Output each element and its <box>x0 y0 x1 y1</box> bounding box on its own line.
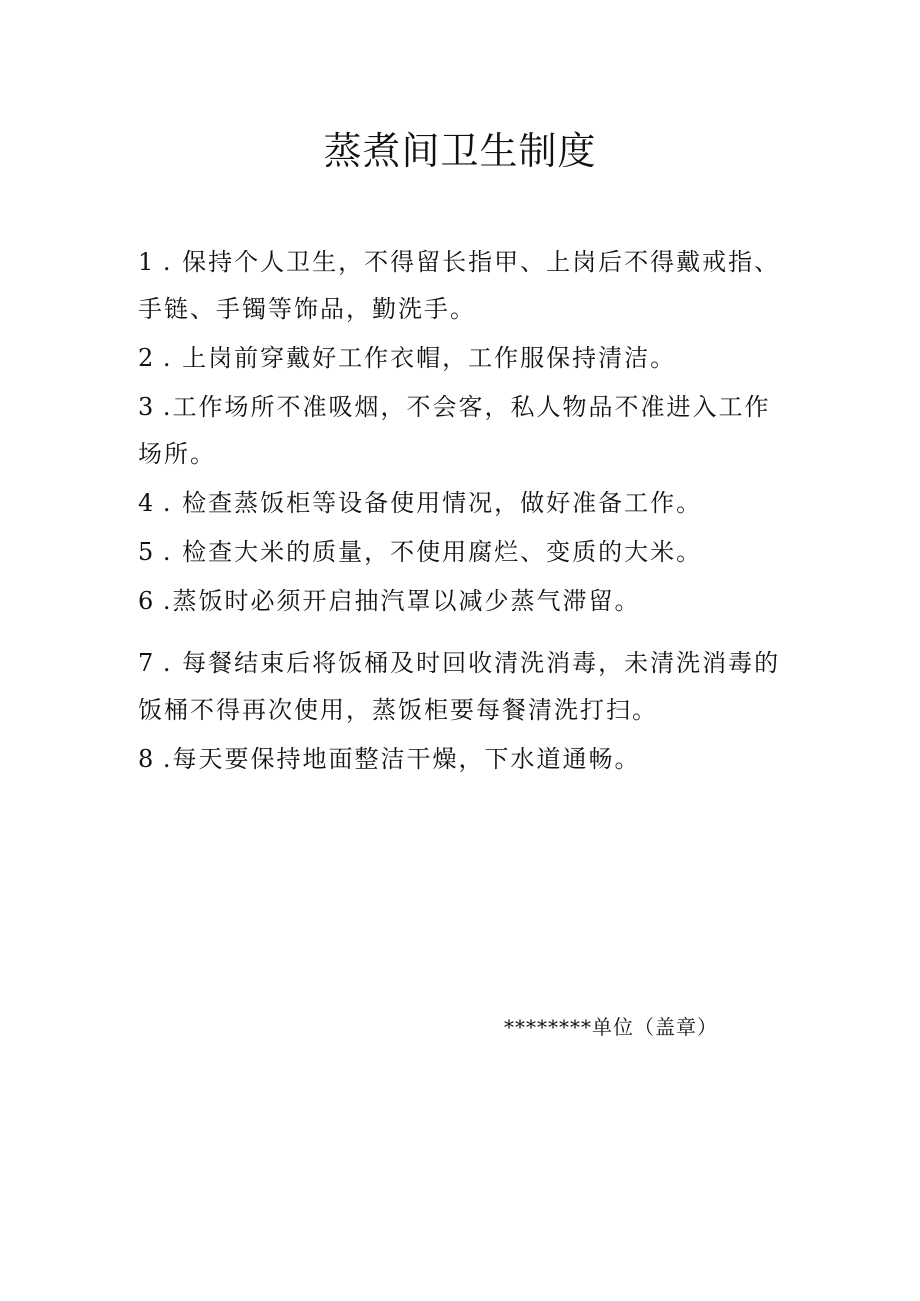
rule-separator: . <box>153 649 183 677</box>
rule-separator: . <box>153 489 183 517</box>
page-title: 蒸煮间卫生制度 <box>323 129 597 173</box>
rule-number: 3 <box>138 393 154 421</box>
rule-item-4 <box>138 480 788 527</box>
rule-text: 蒸饭时必须开启抽汽罩以减少蒸气滞留。 <box>172 587 641 615</box>
rule-item-2 <box>138 335 788 382</box>
rule-number: 8 <box>138 745 154 773</box>
rule-separator: . <box>153 344 183 372</box>
rule-item-3 <box>138 384 788 478</box>
rule-text: 检查大米的质量，不使用腐烂、变质的大米。 <box>182 538 703 566</box>
rule-number: 4 <box>138 489 154 517</box>
rule-text: 检查蒸饭柜等设备使用情况，做好准备工作。 <box>182 489 703 517</box>
rule-number: 6 <box>138 587 154 615</box>
rule-item-1 <box>138 239 788 333</box>
rule-item-8 <box>138 736 788 783</box>
rule-item-6 <box>138 578 788 625</box>
rule-separator: . <box>153 393 173 421</box>
rule-number: 2 <box>138 344 154 372</box>
rule-separator: . <box>153 538 183 566</box>
rule-item-7 <box>138 640 788 734</box>
seal-line: ********单位（盖章） <box>504 1015 718 1039</box>
rule-separator: . <box>153 248 183 276</box>
rule-separator: . <box>153 745 173 773</box>
rule-text: 保持个人卫生，不得留长指甲、上岗后不得戴戒指、手链、手镯等饰品，勤洗手。 <box>138 248 781 323</box>
rule-text: 每天要保持地面整洁干燥，下水道通畅。 <box>172 745 641 773</box>
rules-list <box>138 239 788 783</box>
rule-separator: . <box>153 587 173 615</box>
rule-text: 上岗前穿戴好工作衣帽，工作服保持清洁。 <box>182 344 677 372</box>
rule-item-5 <box>138 529 788 576</box>
rule-number: 7 <box>138 649 154 677</box>
rule-number: 5 <box>138 538 154 566</box>
rule-text: 工作场所不准吸烟，不会客，私人物品不准进入工作场所。 <box>138 393 771 468</box>
rule-text: 每餐结束后将饭桶及时回收清洗消毒，未清洗消毒的饭桶不得再次使用，蒸饭柜要每餐清洗打扫。 <box>138 649 781 724</box>
rule-number: 1 <box>138 248 154 276</box>
